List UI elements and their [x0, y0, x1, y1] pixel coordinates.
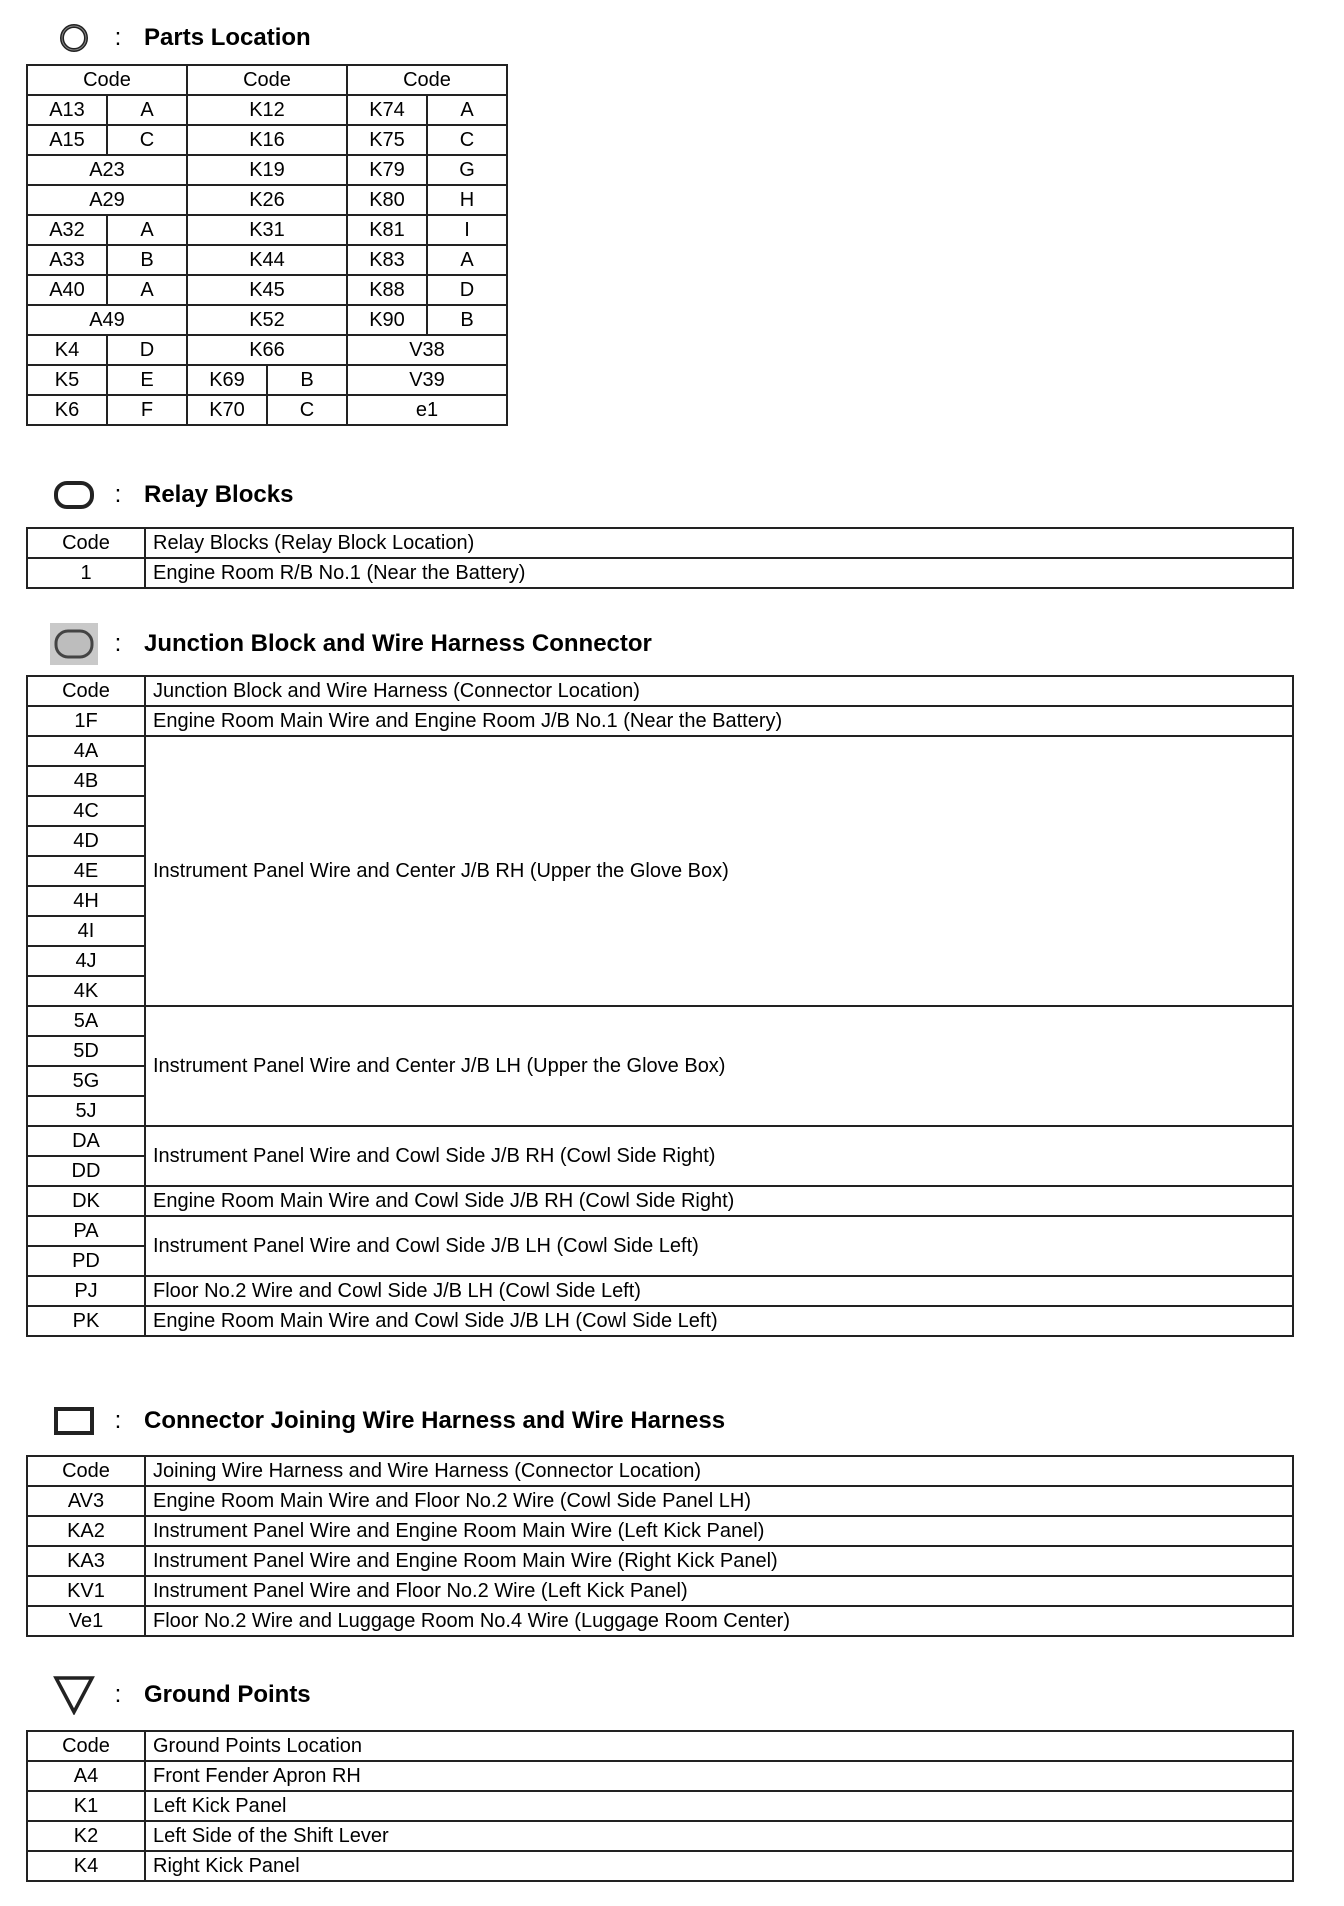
- part-code: K44: [187, 245, 347, 275]
- code-cell: 5G: [27, 1066, 145, 1096]
- location-cell: Instrument Panel Wire and Engine Room Main Wire (Left Kick Panel): [145, 1516, 1293, 1546]
- code-header: Code: [27, 1731, 145, 1761]
- part-location-letter: D: [107, 335, 187, 365]
- connector-joining-table: [26, 1455, 1294, 1637]
- location-cell: Left Side of the Shift Lever: [145, 1821, 1293, 1851]
- part-location-letter: G: [427, 155, 507, 185]
- part-location-letter: C: [427, 125, 507, 155]
- part-code: K6: [27, 395, 107, 425]
- table-row: [27, 1516, 1293, 1546]
- table-row: [27, 1761, 1293, 1791]
- location-cell: Floor No.2 Wire and Luggage Room No.4 Wire (Luggage Room Center): [145, 1606, 1293, 1636]
- table-row: [27, 1186, 1293, 1216]
- code-cell: 1F: [27, 706, 145, 736]
- location-cell: Engine Room Main Wire and Cowl Side J/B LH (Cowl Side Left): [145, 1306, 1293, 1336]
- code-header: Code: [27, 676, 145, 706]
- part-code: K52: [187, 305, 347, 335]
- part-code: V39: [347, 365, 507, 395]
- location-header: Relay Blocks (Relay Block Location): [145, 528, 1293, 558]
- table-row: [27, 335, 507, 365]
- code-cell: 4I: [27, 916, 145, 946]
- part-location-letter: C: [267, 395, 347, 425]
- part-location-letter: I: [427, 215, 507, 245]
- location-cell: Left Kick Panel: [145, 1791, 1293, 1821]
- part-location-letter: A: [107, 275, 187, 305]
- colon: :: [114, 630, 122, 657]
- code-cell: PK: [27, 1306, 145, 1336]
- connector-joining-heading: [50, 1399, 725, 1443]
- code-header: Code: [27, 1456, 145, 1486]
- part-location-letter: B: [267, 365, 347, 395]
- location-cell: Instrument Panel Wire and Floor No.2 Wire (Left Kick Panel): [145, 1576, 1293, 1606]
- relay-blocks-table: [26, 527, 1294, 589]
- location-cell: Engine Room Main Wire and Cowl Side J/B RH (Cowl Side Right): [145, 1186, 1293, 1216]
- part-location-letter: A: [107, 95, 187, 125]
- table-row: [27, 1576, 1293, 1606]
- part-location-letter: A: [427, 245, 507, 275]
- table-row: [27, 1306, 1293, 1336]
- code-cell: KA3: [27, 1546, 145, 1576]
- code-cell: DA: [27, 1126, 145, 1156]
- table-row: [27, 1821, 1293, 1851]
- code-cell: 4E: [27, 856, 145, 886]
- location-cell: Instrument Panel Wire and Cowl Side J/B RH (Cowl Side Right): [145, 1126, 1293, 1186]
- code-cell: 5J: [27, 1096, 145, 1126]
- circle-icon: [50, 16, 98, 60]
- table-row: [27, 215, 507, 245]
- code-cell: Ve1: [27, 1606, 145, 1636]
- section-title: Connector Joining Wire Harness and Wire Harness: [144, 1407, 726, 1434]
- part-code: A33: [27, 245, 107, 275]
- code-header: Code: [347, 65, 507, 95]
- part-code: K74: [347, 95, 427, 125]
- table-row: [27, 558, 1293, 588]
- code-cell: DK: [27, 1186, 145, 1216]
- table-row: [27, 706, 1293, 736]
- code-cell: 4H: [27, 886, 145, 916]
- table-header-row: [27, 1731, 1293, 1761]
- code-cell: 4A: [27, 736, 145, 766]
- table-row: [27, 275, 507, 305]
- colon: :: [114, 1681, 122, 1708]
- relay-blocks-heading: [50, 473, 293, 517]
- part-code: K70: [187, 395, 267, 425]
- part-code: K4: [27, 335, 107, 365]
- location-cell: Engine Room Main Wire and Engine Room J/B No.1 (Near the Battery): [145, 706, 1293, 736]
- part-code: A49: [27, 305, 187, 335]
- code-cell: 5D: [27, 1036, 145, 1066]
- part-location-letter: B: [427, 305, 507, 335]
- part-code: A13: [27, 95, 107, 125]
- colon: :: [114, 1407, 122, 1434]
- table-row: [27, 1606, 1293, 1636]
- code-cell: PD: [27, 1246, 145, 1276]
- part-location-letter: A: [107, 215, 187, 245]
- part-code: K88: [347, 275, 427, 305]
- section-title: Ground Points: [144, 1681, 311, 1708]
- table-header-row: [27, 676, 1293, 706]
- part-code: K16: [187, 125, 347, 155]
- part-location-letter: B: [107, 245, 187, 275]
- table-row: [27, 125, 507, 155]
- ground-points-table: [26, 1730, 1294, 1882]
- code-cell: DD: [27, 1156, 145, 1186]
- location-cell: Instrument Panel Wire and Cowl Side J/B LH (Cowl Side Left): [145, 1216, 1293, 1276]
- part-code: K19: [187, 155, 347, 185]
- part-code: K66: [187, 335, 347, 365]
- table-header-row: [27, 65, 507, 95]
- code-cell: K2: [27, 1821, 145, 1851]
- table-row: [27, 365, 507, 395]
- code-cell: 1: [27, 558, 145, 588]
- table-row: [27, 155, 507, 185]
- triangle-down-icon: [50, 1673, 98, 1717]
- table-row: [27, 1486, 1293, 1516]
- location-header: Ground Points Location: [145, 1731, 1293, 1761]
- table-row: [27, 1126, 1293, 1156]
- part-location-letter: F: [107, 395, 187, 425]
- colon: :: [114, 24, 122, 51]
- part-code: A32: [27, 215, 107, 245]
- junction-block-table: [26, 675, 1294, 1337]
- junction-block-heading: [50, 622, 652, 666]
- part-location-letter: E: [107, 365, 187, 395]
- code-cell: 4J: [27, 946, 145, 976]
- part-code: K69: [187, 365, 267, 395]
- part-code: K31: [187, 215, 347, 245]
- code-cell: 4D: [27, 826, 145, 856]
- part-location-letter: H: [427, 185, 507, 215]
- part-code: K5: [27, 365, 107, 395]
- table-row: [27, 1546, 1293, 1576]
- part-code: A40: [27, 275, 107, 305]
- table-row: [27, 245, 507, 275]
- location-cell: Right Kick Panel: [145, 1851, 1293, 1881]
- parts-location-heading: [50, 16, 311, 60]
- table-header-row: [27, 528, 1293, 558]
- location-cell: Engine Room R/B No.1 (Near the Battery): [145, 558, 1293, 588]
- code-cell: 4B: [27, 766, 145, 796]
- rounded-rect-icon: [50, 473, 98, 517]
- code-header: Code: [27, 528, 145, 558]
- part-code: K26: [187, 185, 347, 215]
- section-title: Junction Block and Wire Harness Connector: [144, 630, 652, 657]
- shaded-rounded-rect-icon: [50, 622, 98, 666]
- part-code: K90: [347, 305, 427, 335]
- location-cell: Front Fender Apron RH: [145, 1761, 1293, 1791]
- table-row: [27, 395, 507, 425]
- location-header: Junction Block and Wire Harness (Connector Location): [145, 676, 1293, 706]
- ground-points-heading: [50, 1673, 311, 1717]
- part-location-letter: D: [427, 275, 507, 305]
- part-code: K79: [347, 155, 427, 185]
- part-code: K45: [187, 275, 347, 305]
- part-code: A23: [27, 155, 187, 185]
- code-cell: AV3: [27, 1486, 145, 1516]
- location-cell: Instrument Panel Wire and Center J/B LH (Upper the Glove Box): [145, 1006, 1293, 1126]
- part-code: K75: [347, 125, 427, 155]
- table-row: [27, 1216, 1293, 1246]
- table-row: [27, 1851, 1293, 1881]
- part-location-letter: C: [107, 125, 187, 155]
- code-cell: PA: [27, 1216, 145, 1246]
- part-code: V38: [347, 335, 507, 365]
- table-row: [27, 736, 1293, 766]
- part-code: A15: [27, 125, 107, 155]
- table-row: [27, 95, 507, 125]
- part-location-letter: A: [427, 95, 507, 125]
- table-row: [27, 1276, 1293, 1306]
- table-row: [27, 1006, 1293, 1036]
- location-cell: Floor No.2 Wire and Cowl Side J/B LH (Cowl Side Left): [145, 1276, 1293, 1306]
- table-row: [27, 185, 507, 215]
- location-cell: Engine Room Main Wire and Floor No.2 Wire (Cowl Side Panel LH): [145, 1486, 1293, 1516]
- part-code: K81: [347, 215, 427, 245]
- location-header: Joining Wire Harness and Wire Harness (Connector Location): [145, 1456, 1293, 1486]
- parts-location-table: [26, 64, 508, 426]
- code-cell: KV1: [27, 1576, 145, 1606]
- part-code: K83: [347, 245, 427, 275]
- code-cell: A4: [27, 1761, 145, 1791]
- table-row: [27, 305, 507, 335]
- location-cell: Instrument Panel Wire and Center J/B RH (Upper the Glove Box): [145, 736, 1293, 1006]
- colon: :: [114, 481, 122, 508]
- table-header-row: [27, 1456, 1293, 1486]
- code-cell: K4: [27, 1851, 145, 1881]
- part-code: e1: [347, 395, 507, 425]
- square-icon: [50, 1399, 98, 1443]
- section-title: Relay Blocks: [144, 481, 294, 508]
- code-header: Code: [187, 65, 347, 95]
- section-title: Parts Location: [144, 24, 311, 51]
- code-cell: PJ: [27, 1276, 145, 1306]
- part-code: K80: [347, 185, 427, 215]
- code-header: Code: [27, 65, 187, 95]
- code-cell: 4K: [27, 976, 145, 1006]
- code-cell: KA2: [27, 1516, 145, 1546]
- code-cell: K1: [27, 1791, 145, 1821]
- location-cell: Instrument Panel Wire and Engine Room Main Wire (Right Kick Panel): [145, 1546, 1293, 1576]
- part-code: K12: [187, 95, 347, 125]
- part-code: A29: [27, 185, 187, 215]
- code-cell: 5A: [27, 1006, 145, 1036]
- code-cell: 4C: [27, 796, 145, 826]
- table-row: [27, 1791, 1293, 1821]
